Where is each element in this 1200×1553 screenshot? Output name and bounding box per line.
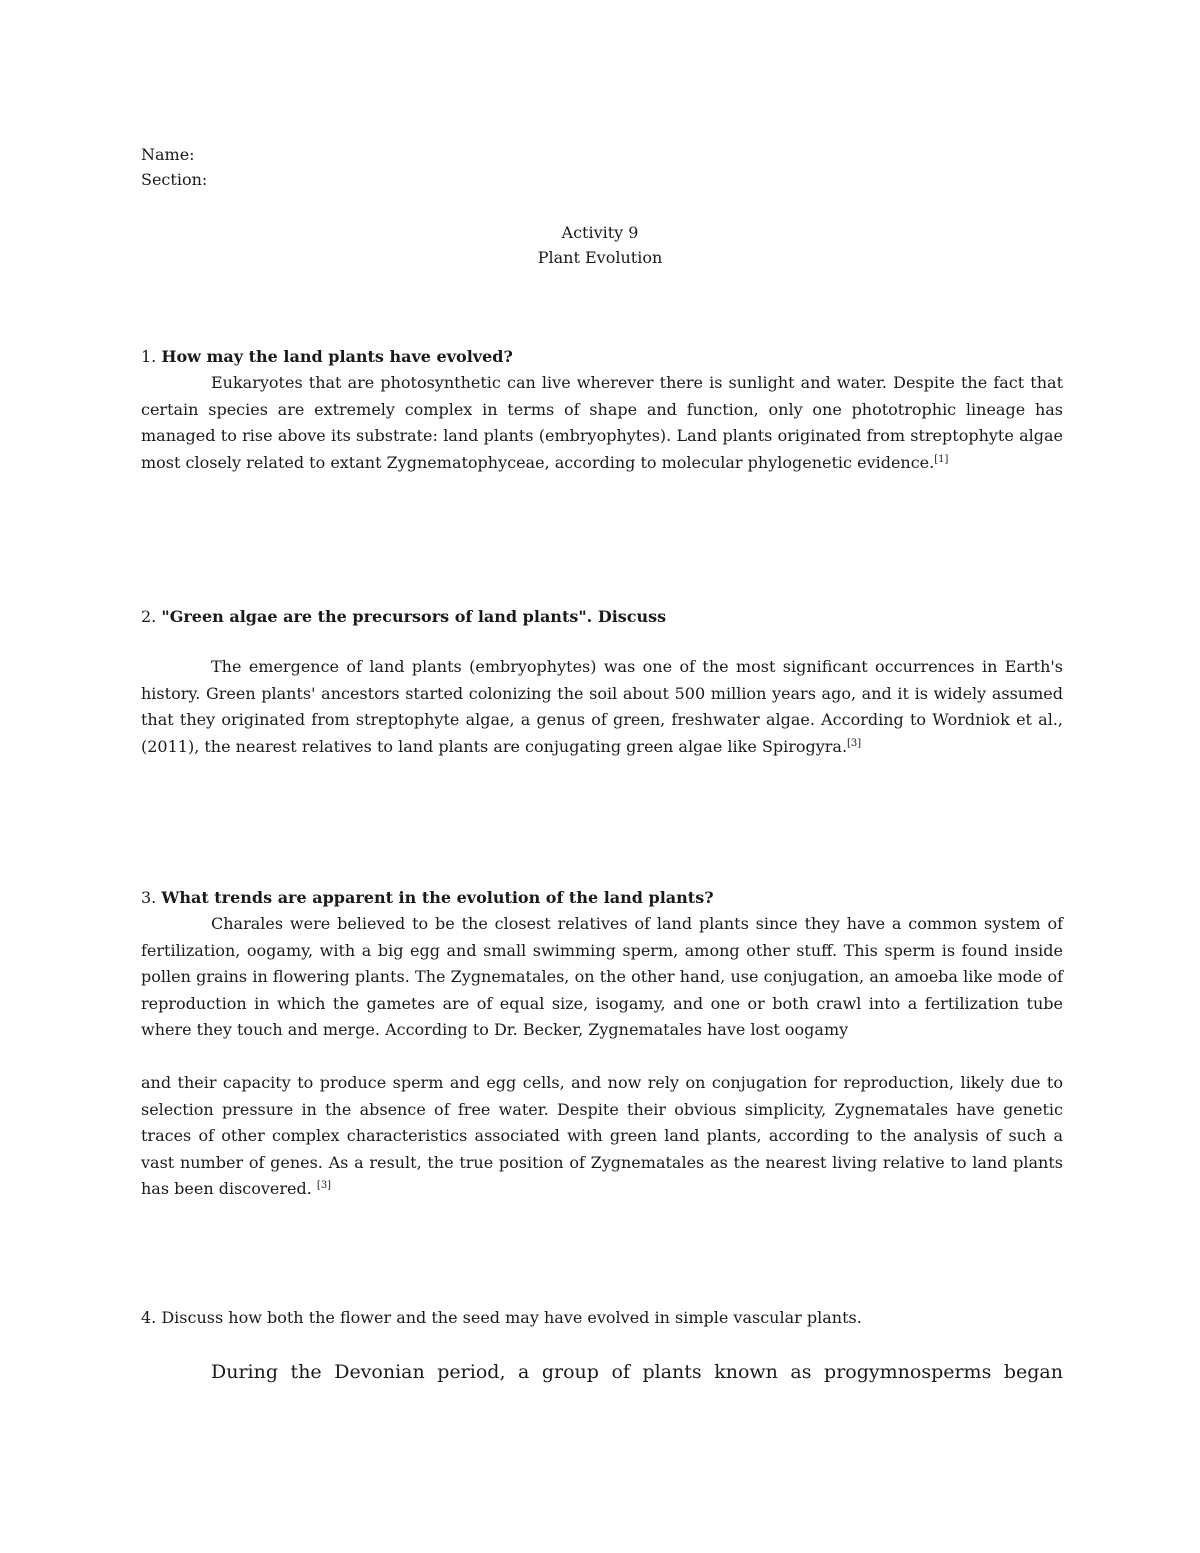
question-3	[141, 886, 1071, 910]
answer-1-text: Eukaryotes that are photosynthetic can live wherever there is sunlight and water. Despite the fact that certain species are extremely complex in terms of shape and function, only one phototrophic lineage has managed to rise above its substrate: land plants (embryophytes). Land plants originated from streptophyte algae most closely related to extant Zygnematophyceae, according to molecular phylogenetic evidence.	[141, 373, 1063, 472]
question-3-text: What trends are apparent in the evolution of the land plants?	[161, 888, 714, 907]
answer-4	[141, 1358, 1063, 1386]
answer-1	[141, 370, 1063, 476]
question-2	[141, 605, 1071, 629]
question-1-text: How may the land plants have evolved?	[161, 347, 513, 366]
citation-3: [3]	[316, 1180, 332, 1191]
section-label: Section:	[141, 170, 208, 189]
answer-2	[141, 654, 1063, 760]
answer-3-text-part2: and their capacity to produce sperm and egg cells, and now rely on conjugation for reproduction, likely due to selection pressure in the absence of free water. Despite their obvious simplicity, Zygnematales have genetic traces of other complex characteristics associated with green land plants, according to the analysis of such a vast number of genes. As a result, the true position of Zygnematales as the nearest living relative to land plants has been discovered.	[141, 1073, 1063, 1198]
question-3-number: 3.	[141, 888, 157, 907]
question-4	[141, 1306, 1071, 1330]
answer-4-text: During the Devonian period, a group of plants known as progymnosperms began	[211, 1361, 1063, 1383]
answer-2-text: The emergence of land plants (embryophytes) was one of the most significant occurrences in Earth's history. Green plants' ancestors started colonizing the soil about 500 million years ago, and it is widely assumed that they originated from streptophyte algae, a genus of green, freshwater algae. According to Wordniok et al., (2011), the nearest relatives to land plants are conjugating green algae like Spirogyra.	[141, 657, 1063, 756]
citation-2: [3]	[847, 737, 862, 749]
question-2-number: 2.	[141, 607, 157, 626]
answer-3-text-part1: Charales were believed to be the closest relatives of land plants since they have a common system of fertilization, oogamy, with a big egg and small swimming sperm, among other stuff. This sperm is found inside pollen grains in flowering plants. The Zygnematales, on the other hand, use conjugation, an amoeba like mode of reproduction in which the gametes are of equal size, isogamy, and one or both crawl into a fertilization tube where they touch and merge. According to Dr. Becker, Zygnematales have lost oogamy	[141, 914, 1063, 1039]
question-2-text: "Green algae are the precursors of land plants". Discuss	[161, 607, 667, 626]
name-label: Name:	[141, 145, 195, 164]
citation-1: [1]	[934, 453, 949, 465]
answer-3	[141, 911, 1063, 1044]
question-1	[141, 345, 1071, 369]
question-4-text: 4. Discuss how both the flower and the seed may have evolved in simple vascular plants.	[141, 1308, 862, 1327]
question-1-number: 1.	[141, 347, 157, 366]
answer-3-continued	[141, 1070, 1063, 1203]
subject-title: Plant Evolution	[537, 248, 663, 267]
activity-title: Activity 9	[561, 223, 639, 242]
